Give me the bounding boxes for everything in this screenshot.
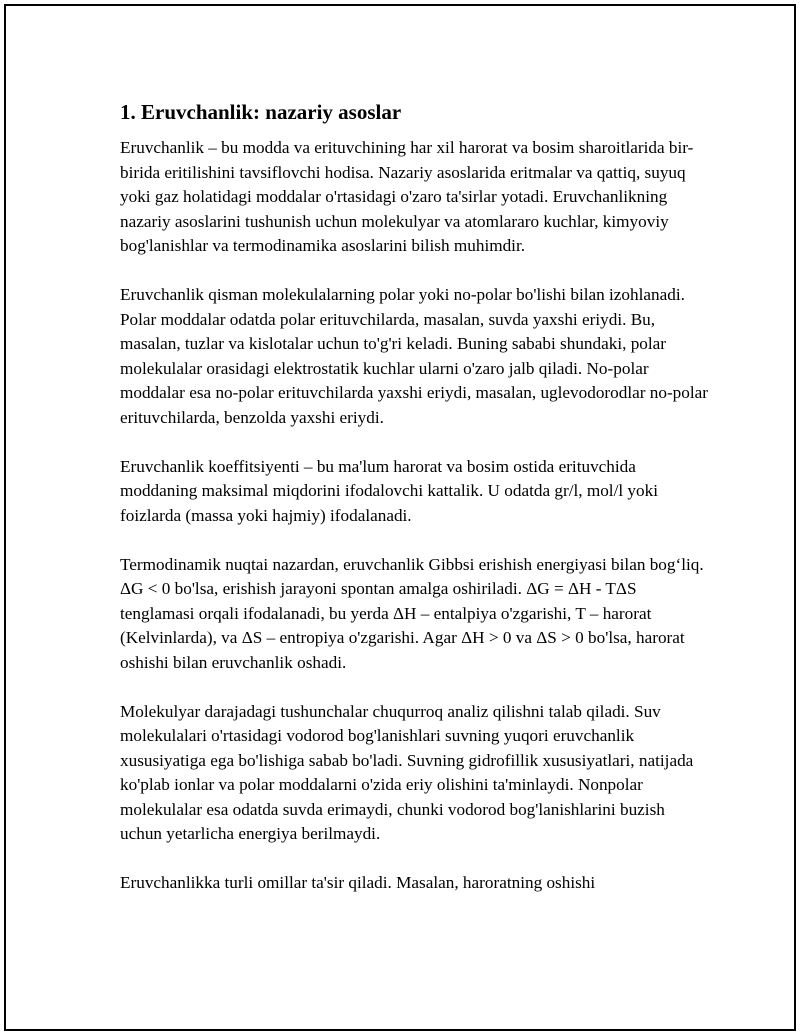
page-frame (4, 4, 796, 1031)
paragraph-polarity: Eruvchanlik qisman molekulalarning polar yoki no-polar bo'lishi bilan izohlanadi. Polar moddalar odatda polar erituvchilarda, masalan, suvda yaxshi eriydi. Bu, masalan, tuzlar va kislotalar uchun to'g'ri keladi. Buning sababi shundaki, polar molekulalar orasidagi elektrostatik kuchlar ularni o'zaro jalb qiladi. No-polar moddalar esa no-polar erituvchilarda yaxshi eriydi, masalan, uglevodorodlar no-polar erituvchilarda, benzolda yaxshi eriydi. (120, 285, 708, 427)
paragraph-molecular-level: Molekulyar darajadagi tushunchalar chuqurroq analiz qilishni talab qiladi. Suv molekulalari o'rtasidagi vodorod bog'lanishlari suvning yuqori eruvchanlik xususiyatiga ega bo'lishiga sabab bo'ladi. Suvning gidrofillik xususiyatlari, natijada ko'plab ionlar va polar moddalarni o'zida eriy olishini ta'minlaydi. Nonpolar molekulalar esa odatda suvda erimaydi, chunki vodorod bog'lanishlarini buzish uchun yetarlicha energiya berilmaydi. (120, 701, 694, 843)
section-heading: 1. Eruvchanlik: nazariy asoslar (120, 100, 402, 124)
paragraph-solubility-coefficient: Eruvchanlik koeffitsiyenti – bu ma'lum harorat va bosim ostida erituvchida moddaning maksimal miqdorini ifodalovchi kattalik. U odatda gr/l, mol/l yoki foizlarda (massa yoki hajmiy) ifodalanadi. (120, 456, 658, 525)
paragraph-factors: Eruvchanlikka turli omillar ta'sir qiladi. Masalan, haroratning oshishi (120, 873, 596, 892)
paragraph-thermodynamics: Termodinamik nuqtai nazardan, eruvchanlik Gibbsi erishish energiyasi bilan bog‘liq. ΔG < 0 bo'lsa, erishish jarayoni spontan amalga oshiriladi. ΔG = ΔH - TΔS tenglamasi orqali ifodalanadi, bu yerda ΔH – entalpiya o'zgarishi, T – harorat (Kelvinlarda), va ΔS – entropiya o'zgarishi. Agar ΔH > 0 va ΔS > 0 bo'lsa, harorat oshishi bilan eruvchanlik oshadi. (120, 554, 704, 672)
document-body (120, 98, 710, 920)
paragraph-intro: Eruvchanlik – bu modda va erituvchining har xil harorat va bosim sharoitlarida bir-birida eritilishini tavsiflovchi hodisa. Nazariy asoslarida eritmalar va qattiq, suyuq yoki gaz holatidagi moddalar o'rtasidagi o'zaro ta'sirlar yotadi. Eruvchanlikning nazariy asoslarini tushunish uchun molekulyar va atomlararo kuchlar, kimyoviy bog'lanishlar va termodinamika asoslarini bilish muhimdir. (120, 138, 694, 255)
